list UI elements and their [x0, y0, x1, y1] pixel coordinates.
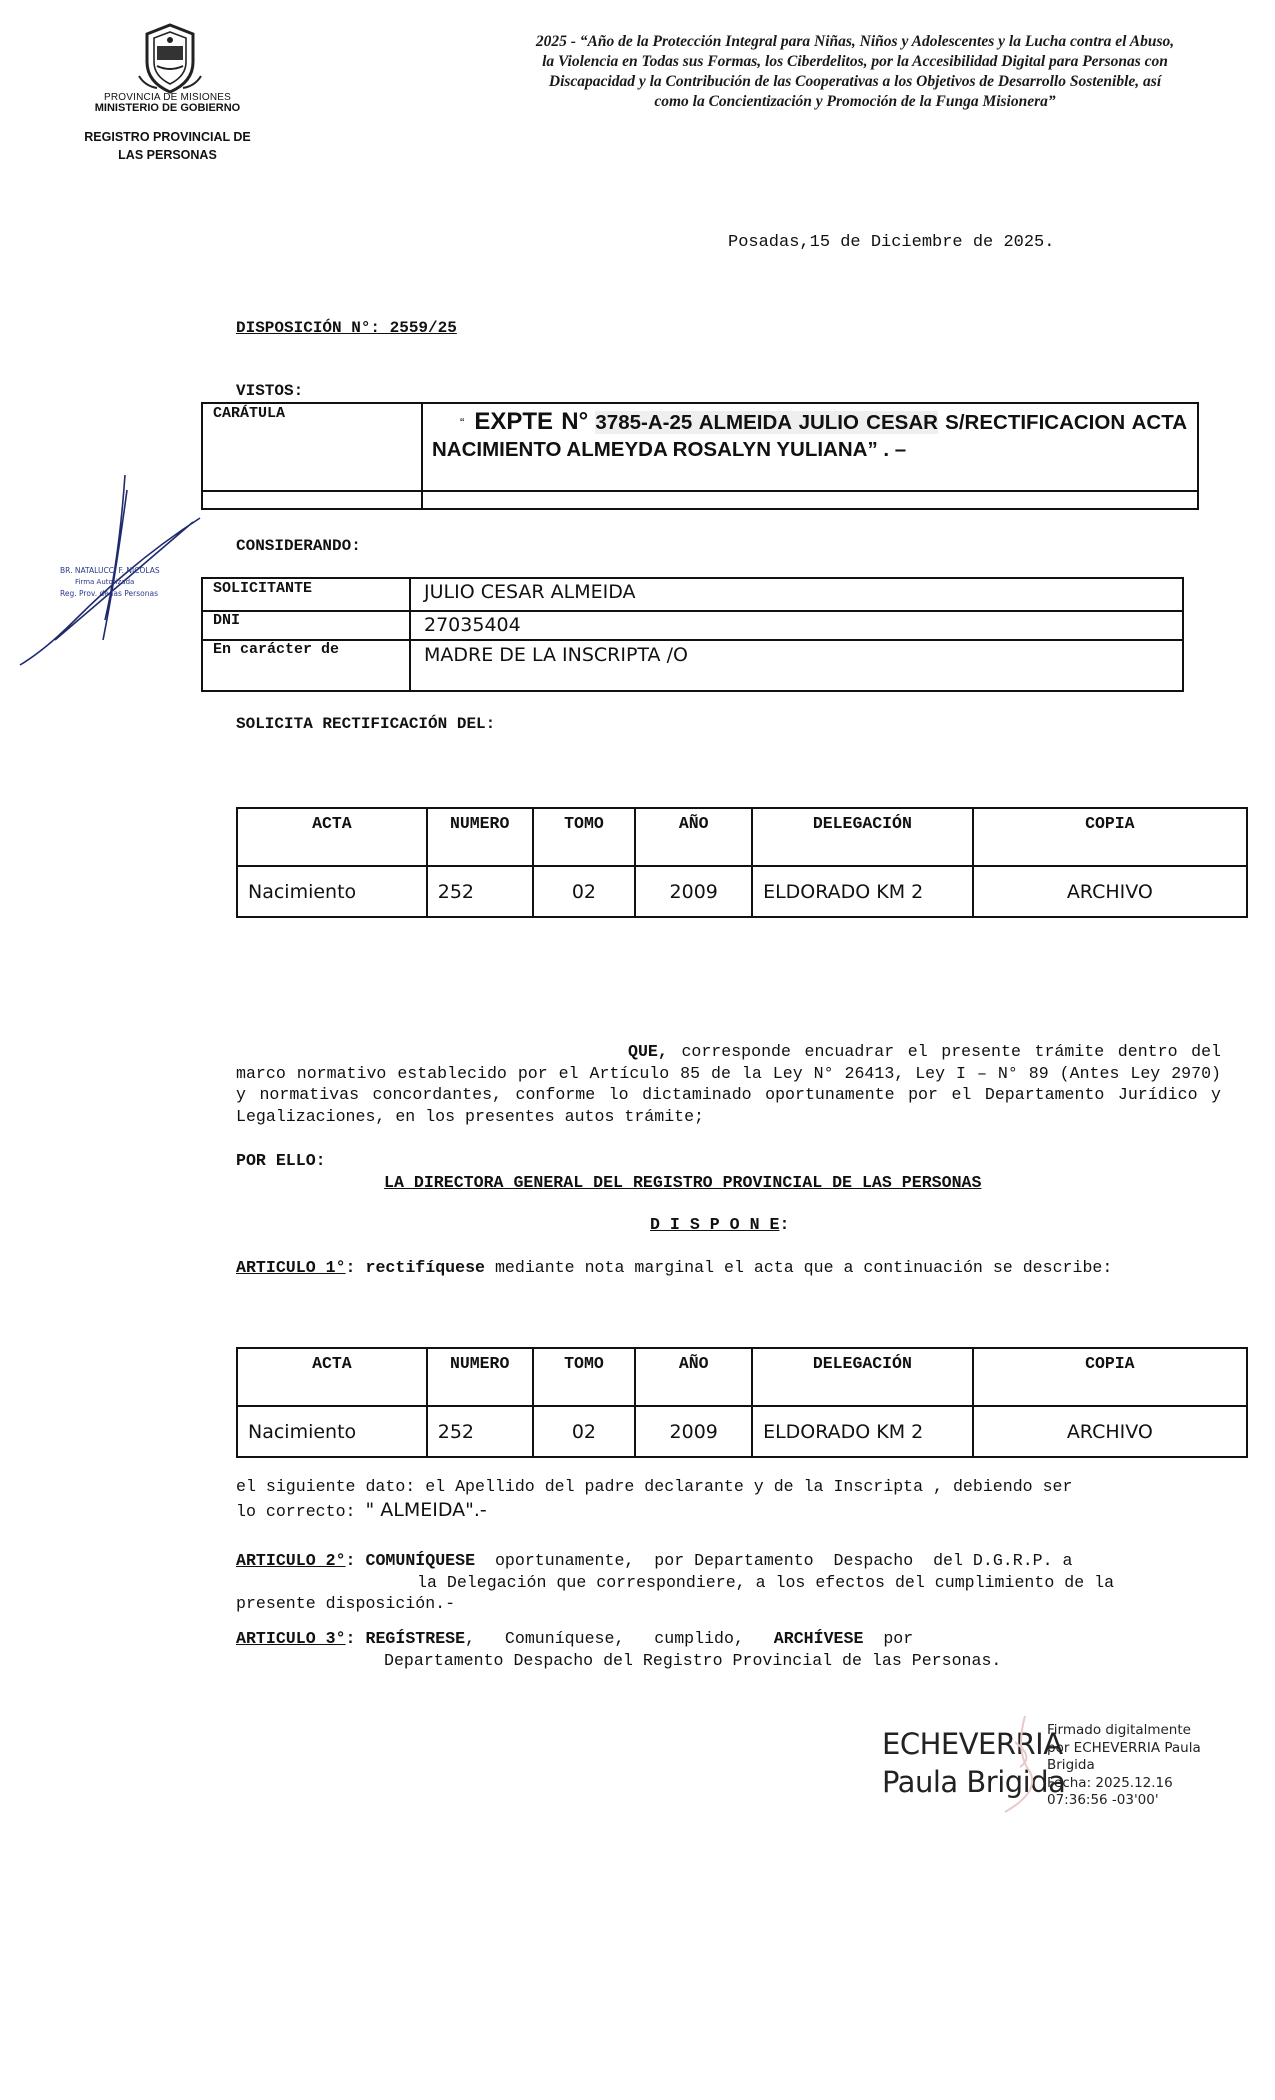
registry-line-1: REGISTRO PROVINCIAL DE [84, 130, 251, 144]
signer-given-name: Paula Brigida [882, 1765, 1066, 1799]
stamp-name: BR. NATALUCCI F. NICOLAS [60, 566, 160, 575]
art3-mid: , Comuníquese, cumplido, [465, 1629, 774, 1648]
signer-surname: ECHEVERRIA [882, 1727, 1063, 1761]
que-keyword: QUE, [628, 1042, 668, 1061]
art1-correct-label: lo correcto: [236, 1502, 356, 1521]
year-motto: 2025 - “Año de la Protección Integral para Niñas, Niños y Adolescentes y la Lucha contra el Abuso, la Violencia en Todas sus Formas, los Ciberdelitos, por la Accesibilidad Digital para Personas con Discapacidad y la Contribución de las Cooperativas a los Objetivos de Desarrollo Sostenible, así como la Concientización y Promoción de la Funga Misionera” [535, 33, 1175, 110]
cell-copia: ARCHIVO [973, 1406, 1247, 1457]
cell-tomo: 02 [533, 866, 636, 917]
caratula-label: CARÁTULA [213, 405, 286, 422]
table-header-row [237, 808, 1247, 866]
caracter-value: MADRE DE LA INSCRIPTA /O [424, 644, 688, 666]
col-delegacion: DELEGACIÓN [752, 1348, 973, 1406]
art1-detail-line-2 [236, 1500, 487, 1523]
col-copia: COPIA [973, 808, 1247, 866]
col-anio: AÑO [635, 808, 752, 866]
art2-line-1: oportunamente, por Departamento Despacho del D.G.R.P. a [494, 1551, 1073, 1570]
dispone-word: D I S P O N E [650, 1215, 780, 1234]
art1-verb: rectifíquese [365, 1258, 485, 1277]
disposition-number: DISPOSICIÓN N°: 2559/25 [236, 319, 457, 337]
provincial-seal-icon [135, 22, 205, 94]
col-acta: ACTA [237, 808, 427, 866]
art2-verb: COMUNÍQUESE [365, 1551, 476, 1570]
side-stamp-signature [15, 470, 205, 670]
art3-end: por [863, 1629, 914, 1648]
ministry-name: MINISTERIO DE GOBIERNO [94, 102, 241, 114]
sig-info-line-2: por ECHEVERRIA Paula [1047, 1739, 1201, 1756]
col-anio: AÑO [635, 1348, 752, 1406]
sig-info-line-3: Brigida [1047, 1757, 1095, 1773]
dni-value: 27035404 [424, 614, 521, 636]
col-tomo: TOMO [533, 808, 636, 866]
art3-verb-2: ARCHÍVESE [773, 1629, 864, 1648]
table-header-row [237, 1348, 1247, 1406]
articulo-3 [236, 1628, 1221, 1671]
caratula-subject: S/RECTIFICACION ACTA NACIMIENTO ALMEYDA ROSALYN YULIANA [432, 411, 1187, 461]
art1-detail-line-1: el siguiente dato: el Apellido del padre declarante y de la Inscripta , debiendo ser [236, 1477, 1073, 1496]
expte-prefix: EXPTE N° [474, 408, 589, 435]
cell-delegacion: ELDORADO KM 2 [752, 866, 973, 917]
solicitante-label: SOLICITANTE [213, 580, 313, 597]
sig-info-line-5: 07:36:56 -03'00' [1047, 1792, 1159, 1808]
art2-colon: : [345, 1551, 356, 1570]
solicitante-value: JULIO CESAR ALMEIDA [424, 581, 636, 603]
art1-colon: : [345, 1258, 356, 1277]
cell-tomo: 02 [533, 1406, 636, 1457]
col-numero: NUMERO [427, 1348, 533, 1406]
caratula-open-quote: “ [460, 415, 465, 430]
province-name: PROVINCIA DE MISIONES [103, 92, 231, 103]
art3-line-2: Departamento Despacho del Registro Provincial de las Personas. [384, 1650, 1002, 1670]
que-text: corresponde encuadrar el presente trámite dentro del marco normativo establecido por el Artículo 85 de la Ley N° 26413, Ley I – N° 89 (Antes Ley 2970) y normativas concordantes, conforme lo dictaminado oportunamente por el Departamento Jurídico y Legalizaciones, en los presentes autos trámite; [236, 1042, 1221, 1126]
col-acta: ACTA [237, 1348, 427, 1406]
solicitante-box [201, 577, 1184, 692]
caracter-label: En carácter de [213, 641, 340, 658]
registry-line-2: LAS PERSONAS [118, 148, 217, 162]
col-copia: COPIA [973, 1348, 1247, 1406]
date-line: Posadas,15 de Diciembre de 2025. [728, 233, 1055, 252]
cell-copia: ARCHIVO [973, 866, 1247, 917]
col-delegacion: DELEGACIÓN [752, 808, 973, 866]
solicita-heading: SOLICITA RECTIFICACIÓN DEL: [236, 715, 496, 733]
col-numero: NUMERO [427, 808, 533, 866]
cell-numero: 252 [427, 866, 533, 917]
cell-acta: Nacimiento [237, 866, 427, 917]
art3-verb-1: REGÍSTRESE [365, 1629, 466, 1648]
acta-table-request [236, 807, 1248, 918]
expte-number: 3785-A-25 ALMEIDA JULIO CESAR [595, 411, 938, 434]
articulo-2 [236, 1550, 1221, 1615]
directora-heading: LA DIRECTORA GENERAL DEL REGISTRO PROVINCIAL DE LAS PERSONAS [384, 1173, 982, 1192]
signature-flourish [985, 1712, 1055, 1817]
sig-info-line-1: Firmado digitalmente [1047, 1722, 1191, 1738]
considerando-heading: CONSIDERANDO: [236, 537, 361, 555]
cell-acta: Nacimiento [237, 1406, 427, 1457]
articulo-1 [236, 1257, 1221, 1279]
art3-colon: : [345, 1629, 356, 1648]
cell-anio: 2009 [635, 1406, 752, 1457]
art2-label: ARTICULO 2° [236, 1551, 346, 1570]
dispone-heading [650, 1214, 789, 1236]
registry-name [80, 128, 255, 164]
col-tomo: TOMO [533, 1348, 636, 1406]
sig-info-line-4: Fecha: 2025.12.16 [1047, 1774, 1173, 1791]
dispone-colon: : [779, 1215, 790, 1234]
art1-correct-value: " ALMEIDA".- [365, 1499, 487, 1521]
art2-line-3: presente disposición.- [236, 1594, 456, 1613]
art1-label: ARTICULO 1° [236, 1258, 346, 1277]
stamp-office: Reg. Prov. de las Personas [60, 589, 158, 598]
cell-anio: 2009 [635, 866, 752, 917]
caratula-close: ” . – [867, 438, 907, 461]
cell-numero: 252 [427, 1406, 533, 1457]
acta-table-rectified [236, 1347, 1248, 1458]
stamp-role: Firma Autorizada [75, 578, 135, 586]
dni-label: DNI [213, 612, 241, 629]
digital-signature-info [1047, 1722, 1201, 1810]
art3-label: ARTICULO 3° [236, 1629, 346, 1648]
art1-text: mediante nota marginal el acta que a continuación se describe: [494, 1258, 1113, 1277]
table-row [237, 866, 1247, 917]
caratula-text [432, 408, 1187, 463]
table-row [237, 1406, 1247, 1457]
vistos-heading: VISTOS: [236, 382, 304, 400]
que-paragraph [236, 1041, 1221, 1127]
por-ello: POR ELLO: [236, 1151, 326, 1170]
art2-line-2: la Delegación que correspondiere, a los efectos del cumplimiento de la [417, 1572, 1115, 1592]
cell-delegacion: ELDORADO KM 2 [752, 1406, 973, 1457]
